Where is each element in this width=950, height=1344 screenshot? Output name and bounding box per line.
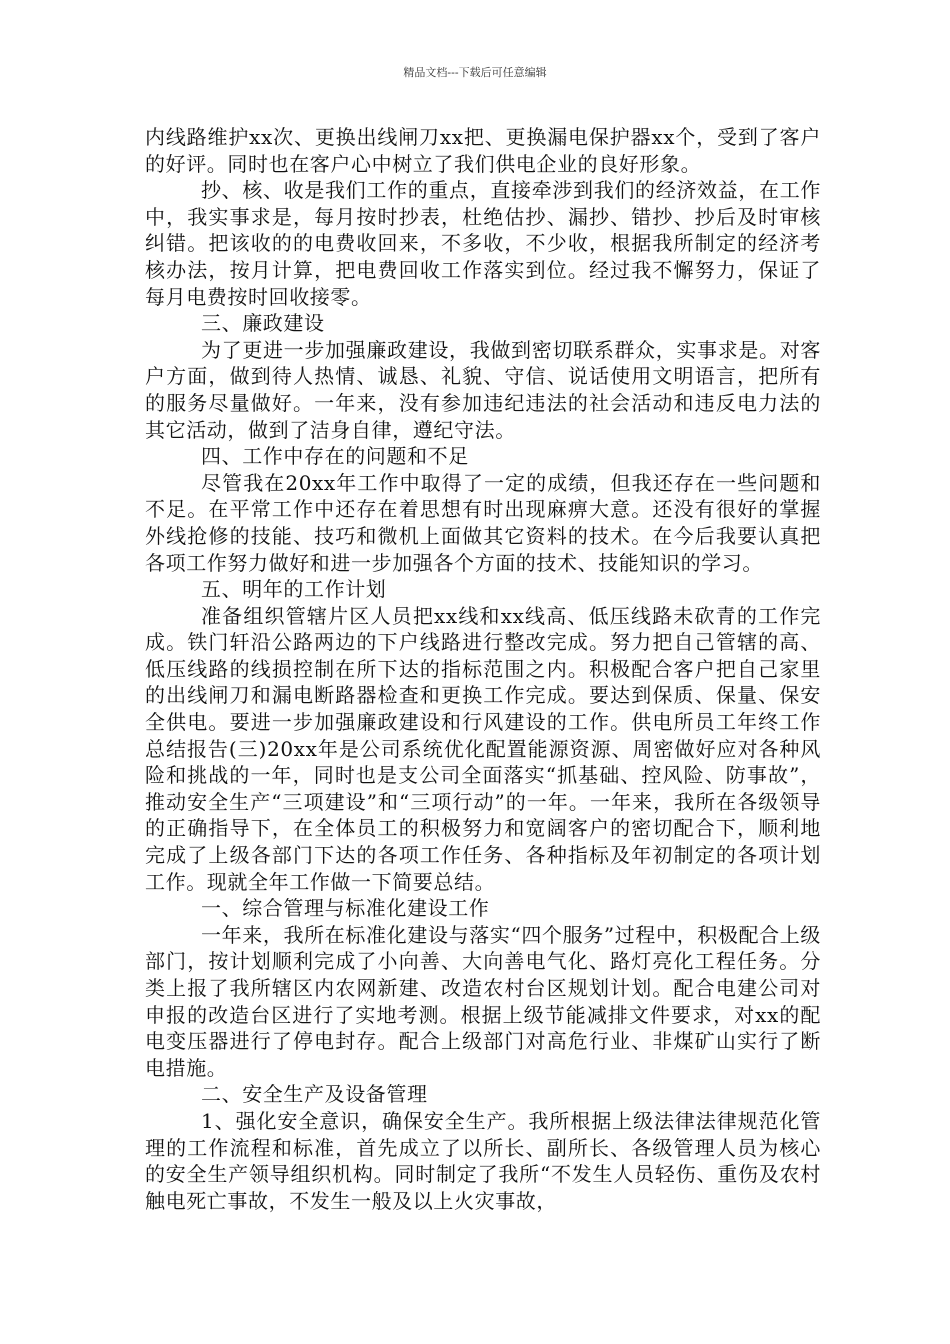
paragraph-problems: 尽管我在20xx年工作中取得了一定的成绩，但我还存在一些问题和不足。在平常工作中还存在着思想有时出现麻痹大意。还没有很好的掌握外线抢修的技能、技巧和微机上面做其它资料的技术。在今后我要认真把各项工作努力做好和进一步加强各个方面的技术、技能知识的学习。 [145, 470, 821, 575]
document-body [145, 124, 821, 1214]
paragraph-integrity: 为了更进一步加强廉政建设，我做到密切联系群众，实事求是。对客户方面，做到待人热情、诚恳、礼貌、守信、说话使用文明语言，把所有的服务尽量做好。一年来，没有参加违纪违法的社会活动和违反电力法的其它活动，做到了洁身自律，遵纪守法。 [145, 337, 821, 442]
paragraph-next-year-plan: 准备组织管辖片区人员把xx线和xx线高、低压线路未砍青的工作完成。铁门轩沿公路两边的下户线路进行整改完成。努力把自己管辖的高、低压线路的线损控制在所下达的指标范围之内。积极配合客户把自己家里的出线闸刀和漏电断路器检查和更换工作完成。要达到保质、保量、保安全供电。要进一步加强廉政建设和行风建设的工作。供电所员工年终工作总结报告(三)20xx年是公司系统优化配置能源资源、周密做好应对各种风险和挑战的一年，同时也是支公司全面落实“抓基础、控风险、防事故”，推动安全生产“三项建设”和“三项行动”的一年。一年来，我所在各级领导的正确指导下，在全体员工的积极努力和宽阔客户的密切配合下，顺利地完成了上级各部门下达的各项工作任务、各种指标及年初制定的各项计划工作。现就全年工作做一下简要总结。 [145, 603, 821, 894]
section-heading-next-year-plan: 五、明年的工作计划 [201, 577, 387, 602]
paragraph-management: 一年来，我所在标准化建设与落实“四个服务”过程中，积极配合上级部门，按计划顺利完成了小向善、大向善电气化、路灯亮化工程任务。分类上报了我所辖区内农网新建、改造农村台区规划计划。配合电建公司对申报的改造台区进行了实地考测。根据上级节能减排文件要求，对xx的配电变压器进行了停电封存。配合上级部门对高危行业、非煤矿山实行了断电措施。 [145, 922, 821, 1080]
section-heading-safety: 二、安全生产及设备管理 [201, 1082, 428, 1107]
section-heading-integrity: 三、廉政建设 [201, 311, 325, 336]
section-heading-management: 一、综合管理与标准化建设工作 [201, 896, 490, 921]
paragraph-meter-reading: 抄、核、收是我们工作的重点，直接牵涉到我们的经济效益，在工作中，我实事求是，每月按时抄表，杜绝估抄、漏抄、错抄、抄后及时审核纠错。把该收的的电费收回来，不多收，不少收，根据我所制定的经济考核办法，按月计算，把电费回收工作落实到位。经过我不懈努力，保证了每月电费按时回收接零。 [145, 178, 821, 309]
paragraph-service-result: 内线路维护xx次、更换出线闸刀xx把、更换漏电保护器xx个，受到了客户的好评。同时也在客户心中树立了我们供电企业的良好形象。 [145, 125, 821, 176]
paragraph-safety: 1、强化安全意识，确保安全生产。我所根据上级法律法律规范化管理的工作流程和标准，首先成立了以所长、副所长、各级管理人员为核心的安全生产领导组织机构。同时制定了我所“不发生人员轻伤、重伤及农村触电死亡事故，不发生一般及以上火灾事故， [145, 1108, 821, 1213]
section-heading-problems: 四、工作中存在的问题和不足 [201, 444, 469, 469]
page-header: 精品文档---下载后可任意编辑 [403, 66, 547, 79]
